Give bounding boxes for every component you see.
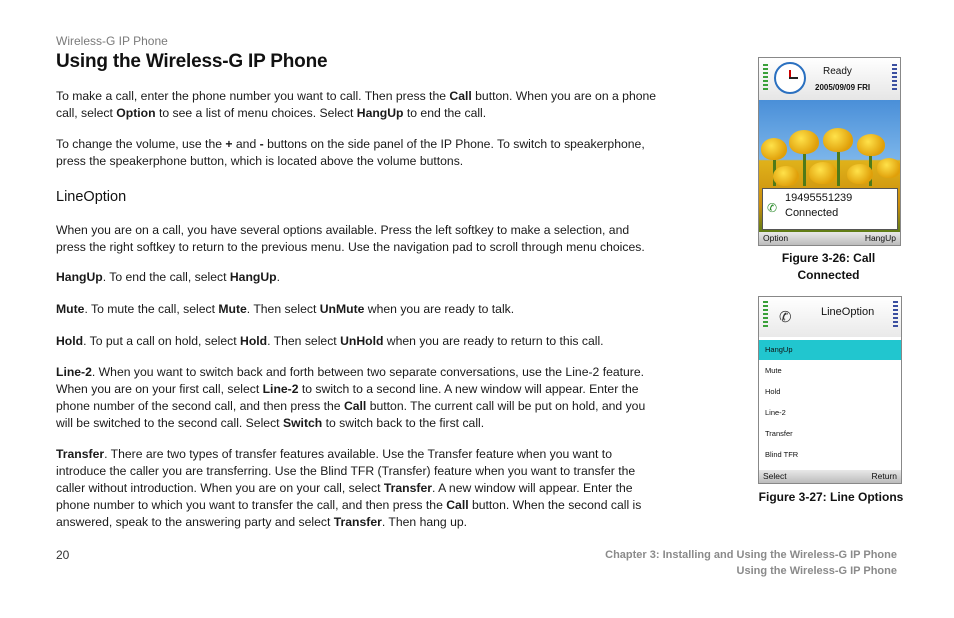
phone-screen-line-options xyxy=(758,296,902,484)
page-number: 20 xyxy=(56,548,70,562)
paragraph-make-call: To make a call, enter the phone number you want to call. Then press the Call button. When you are on a phone call, select Option to see a list of menu choices. Select HangUp to end the call. xyxy=(56,89,657,120)
paragraph-transfer: Transfer. There are two types of transfer features available. Use the Transfer feature when you want to introduce the caller you are transferring. Use the Blind TFR (Transfer) feature when you want to transfer the caller without introduction. When you are on your call, select Transfer. A new window will appear. Enter the phone number to which you want to transfer the call, and then press the Call button. When the second call is answered, speak to the answering party and select Transfer. Then hang up. xyxy=(56,447,642,529)
phone-status-bar xyxy=(759,58,900,100)
menu-item-mute[interactable]: Mute xyxy=(765,366,782,375)
battery-icon xyxy=(893,301,898,329)
softkey-return[interactable]: Return xyxy=(871,471,897,481)
signal-strength-icon xyxy=(763,64,768,92)
menu-title: LineOption xyxy=(821,306,875,318)
paragraph-line2: Line-2. When you want to switch back and forth between two separate conversations, use the Line-2 feature. When you are on your first call, select Line-2 to switch to a second line. A new window will appear. Enter the phone number of the second call, and then press the Call button. The current call will be put on hold, and you will be switched to the second call. Select Switch to switch back to the first call. xyxy=(56,365,646,430)
paragraph-volume: To change the volume, use the + and - buttons on the side panel of the IP Phone. To switch to speakerphone, press the speakerphone button, which is located above the volume buttons. xyxy=(56,137,645,168)
footer-section: Using the Wireless-G IP Phone xyxy=(736,565,897,577)
status-date-text: 2005/09/09 FRI xyxy=(815,83,871,92)
paragraph-mute: Mute. To mute the call, select Mute. Then select UnMute when you are ready to talk. xyxy=(56,302,515,316)
menu-item-hangup[interactable]: HangUp xyxy=(759,340,901,360)
signal-strength-icon xyxy=(763,301,768,329)
phone-screen-call-connected xyxy=(758,57,901,246)
call-status-text: Connected xyxy=(785,207,839,219)
softkey-bar xyxy=(759,232,900,245)
running-header: Wireless-G IP Phone xyxy=(56,34,168,48)
footer-chapter: Chapter 3: Installing and Using the Wireless-G IP Phone xyxy=(605,549,897,561)
battery-icon xyxy=(892,64,897,92)
menu-item-line-2[interactable]: Line-2 xyxy=(765,408,786,417)
caller-number: 19495551239 xyxy=(785,192,853,204)
paragraph-lineoption-intro: When you are on a call, you have several options available. Press the left softkey to make a selection, and press the right softkey to return to the previous menu. Use the navigation pad to scroll through menu choices. xyxy=(56,223,645,254)
connected-phone-icon: ✆ xyxy=(767,201,778,215)
figure-3-27-caption: Figure 3-27: Line Options xyxy=(758,490,904,504)
softkey-bar xyxy=(759,470,901,483)
call-info-box xyxy=(762,188,898,230)
softkey-select[interactable]: Select xyxy=(763,471,787,481)
paragraph-hold: Hold. To put a call on hold, select Hold. Then select UnHold when you are ready to return to this call. xyxy=(56,334,604,348)
menu-header xyxy=(759,297,901,337)
status-ready-text: Ready xyxy=(823,66,852,77)
menu-item-blind-tfr[interactable]: Blind TFR xyxy=(765,450,799,459)
softkey-hangup[interactable]: HangUp xyxy=(864,233,896,243)
menu-item-hold[interactable]: Hold xyxy=(765,387,781,396)
figure-3-26-caption: Figure 3-26: Call Connected xyxy=(781,251,876,282)
section-heading-lineoption: LineOption xyxy=(56,189,127,205)
menu-item-transfer[interactable]: Transfer xyxy=(765,429,793,438)
clock-icon xyxy=(774,62,806,94)
page-title: Using the Wireless-G IP Phone xyxy=(56,51,328,72)
paragraph-hangup: HangUp. To end the call, select HangUp. xyxy=(56,270,280,284)
phone-handset-icon: ✆ xyxy=(779,309,792,326)
softkey-option[interactable]: Option xyxy=(763,233,789,243)
